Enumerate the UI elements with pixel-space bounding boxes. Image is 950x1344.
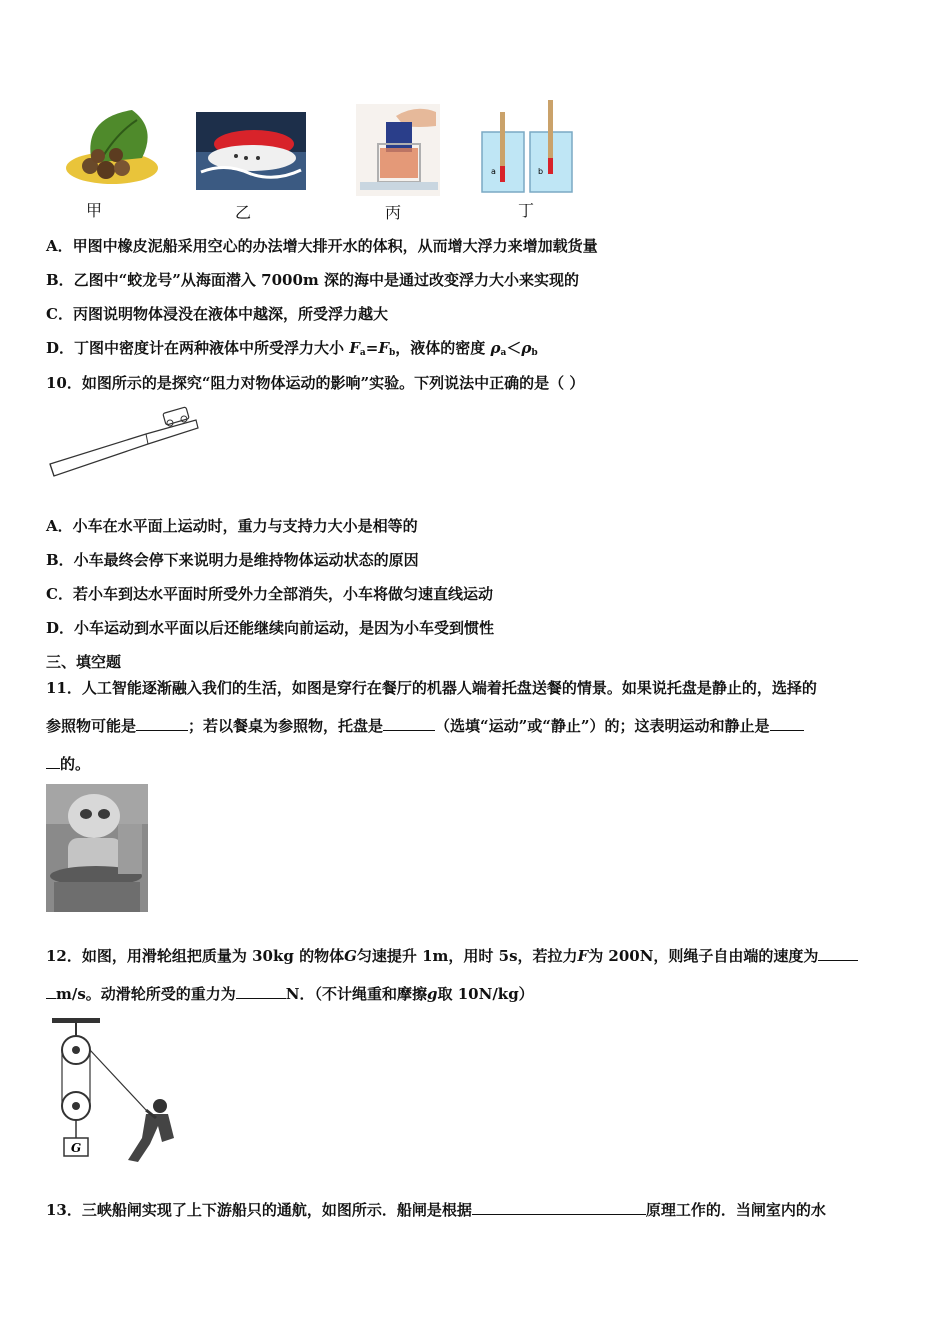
q10-option-d: D．小车运动到水平面以后还能继续向前运动，是因为小车受到惯性 [46, 619, 495, 637]
formula-rho-sub-a: a [500, 348, 507, 358]
formula-rho-a: ρ [490, 339, 501, 357]
q11-blank-1[interactable] [136, 716, 188, 731]
figure-jia [62, 108, 160, 188]
formula-comma: ，液体的密度 [395, 339, 491, 357]
q12-text-a: 12．如图，用滑轮组把质量为 30kg 的物体 [46, 947, 345, 965]
q12-text-d: m/s。动滑轮所受的重力为 [56, 985, 236, 1003]
q12-line2 [46, 984, 534, 1004]
q9-option-a: A．甲图中橡皮泥船采用空心的办法增大排开水的体积，从而增大浮力来增加载货量 [46, 237, 598, 255]
q11-line2 [46, 716, 804, 736]
figure-label-bing: 丙 [385, 203, 402, 222]
q11-text-b: ；若以餐桌为参照物，托盘是 [188, 717, 384, 735]
formula-f2: F [378, 339, 389, 357]
q13-blank-1[interactable] [472, 1200, 646, 1215]
pulley-figure [46, 1014, 180, 1174]
formula-sub-a: a [359, 348, 366, 358]
q9-option-c: C．丙图说明物体浸没在液体中越深，所受浮力越大 [46, 305, 388, 323]
figure-bing [356, 104, 440, 196]
q12-line1 [46, 946, 858, 966]
figure-ding [478, 100, 578, 196]
q11-text-c: （选填“运动”或“静止”）的；这表明运动和静止是 [435, 717, 770, 735]
formula-rho-sub-b: b [531, 348, 538, 358]
q12-text-f: 取 10N/kg） [437, 985, 534, 1003]
q12-blank-1a[interactable] [818, 946, 858, 961]
q13-text-a: 13．三峡船闸实现了上下游船只的通航，如图所示．船闸是根据 [46, 1201, 472, 1219]
q10-option-a: A．小车在水平面上运动时，重力与支持力大小是相等的 [46, 517, 418, 535]
q11-text-a: 参照物可能是 [46, 717, 137, 735]
formula-f: F [349, 339, 360, 357]
q9-option-b: B．乙图中“蛟龙号”从海面潜入 7000m 深的海中是通过改变浮力大小来实现的 [46, 271, 580, 289]
figure-label-ding: 丁 [518, 201, 535, 220]
beaker-label-a: a [491, 167, 496, 176]
figure-label-yi: 乙 [235, 203, 252, 222]
ramp-figure [46, 406, 202, 482]
weight-label: G [71, 1141, 82, 1155]
section-title-fill-in: 三、填空题 [46, 653, 122, 671]
q12-var-f: F [577, 947, 589, 965]
q13-line1 [46, 1200, 826, 1220]
beaker-label-b: b [538, 167, 544, 176]
q12-text-c: 为 200N，则绳子自由端的速度为 [588, 947, 819, 965]
robot-photo [46, 784, 148, 912]
q9-option-d-text: D．丁图中密度计在两种液体中所受浮力大小 [46, 339, 345, 357]
formula-rho-b: ρ [521, 339, 532, 357]
q11-blank-3a[interactable] [770, 716, 804, 731]
formula-sub-b: b [388, 348, 396, 358]
q12-text-b: 匀速提升 1m，用时 5s，若拉力 [356, 947, 578, 965]
q9-option-d [46, 338, 538, 363]
figure-yi [196, 112, 306, 190]
q10-option-c: C．若小车到达水平面时所受外力全部消失，小车将做匀速直线运动 [46, 585, 493, 603]
q10-option-b: B．小车最终会停下来说明力是维持物体运动状态的原因 [46, 551, 419, 569]
q12-blank-1b[interactable] [46, 984, 56, 999]
formula-lt: ＜ [506, 339, 522, 357]
q11-line1: 11．人工智能逐渐融入我们的生活，如图是穿行在餐厅的机器人端着托盘送餐的情景。如果说托盘是静止的，选择的 [46, 679, 817, 697]
q11-blank-3b[interactable] [46, 754, 60, 769]
q11-text-d: 的。 [60, 755, 91, 773]
q12-text-e: N．（不计绳重和摩擦 [285, 985, 428, 1003]
q13-text-b: 原理工作的．当闸室内的水 [645, 1201, 826, 1219]
q10-stem: 10．如图所示的是探究“阻力对物体运动的影响”实验。下列说法中正确的是（ ） [46, 374, 585, 392]
q12-blank-2[interactable] [236, 984, 286, 999]
q11-blank-2[interactable] [383, 716, 435, 731]
q11-line3 [46, 754, 90, 774]
q12-var-gravity: g [427, 985, 438, 1003]
figure-label-jia: 甲 [86, 201, 103, 220]
formula-eq: = [365, 339, 379, 357]
q12-var-g: G [344, 947, 357, 965]
